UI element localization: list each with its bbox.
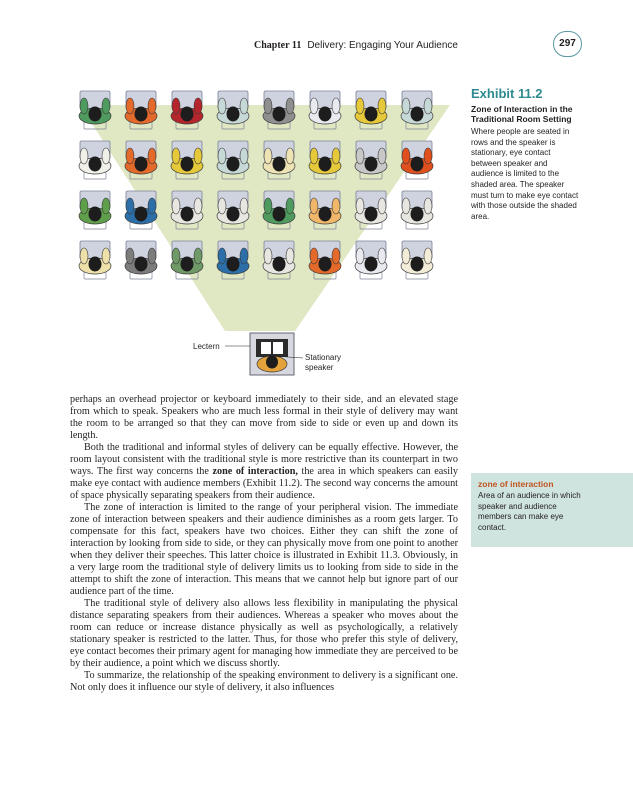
lectern [250, 333, 294, 375]
audience-member [355, 91, 387, 129]
paragraph-1: perhaps an overhead projector or keyboard immediately to their side, and an elevated stage from which to speak. Speakers who are much less formal in their style of delivery may want the room to be arranged so that they can move from side to side or even up and down its length. [70, 394, 458, 441]
exhibit-number: Exhibit 11.2 [471, 86, 543, 101]
audience-member [125, 91, 157, 129]
lectern-label: Lectern [193, 342, 220, 351]
audience-member [401, 91, 433, 129]
audience-member [309, 191, 341, 229]
audience-member [401, 141, 433, 179]
glossary-sidebar [471, 473, 633, 547]
exhibit-description: Where people are seated in rows and the speaker is stationary, eye contact between speaker and audience is limited to the shaded area. The speaker must turn to make eye contact with those outside the shaded area. [471, 127, 579, 221]
glossary-definition: Area of an audience in which speaker and audience members can make eye contact. [478, 491, 581, 532]
audience-member [217, 91, 249, 129]
audience-member [355, 241, 387, 279]
paragraph-2 [70, 442, 458, 502]
audience-member [217, 241, 249, 279]
audience-member [171, 141, 203, 179]
audience-member [355, 141, 387, 179]
audience-member [171, 191, 203, 229]
audience-member [263, 191, 295, 229]
chapter-label: Chapter 11 [254, 40, 302, 51]
audience-member [171, 91, 203, 129]
paragraph-3: The zone of interaction is limited to the range of your peripheral vision. The immediate zone of interaction between speakers and their audience diminishes as a room gets larger. To compensate for this fact, speakers have two choices. Either they can shift the zone of interaction by looking from side to side, or they can physically move from one point to another when they deliver their speeches. This latter choice is illustrated in Exhibit 11.3. Obviously, in a very large room the traditional style of delivery limits us to looking from side to side in the attempt to shift the zone of interaction. This means that we cannot help but ignore part of our audience part of the time. [70, 502, 458, 597]
audience-member [79, 241, 111, 279]
key-term-zone-of-interaction: zone of interaction, [212, 466, 298, 477]
page-number: 297 [553, 31, 582, 57]
audience-member [125, 241, 157, 279]
audience-member [125, 141, 157, 179]
paragraph-2-start: Both the traditional and informal styles of delivery can be equally effective. However, the room layout consistent with the traditional style is more restrictive than its counterpart in two ways. The first way concerns the [70, 442, 458, 477]
glossary-term: zone of interaction [478, 479, 554, 489]
stationary-speaker-label: Stationary speaker [305, 353, 342, 372]
audience-member [309, 141, 341, 179]
audience-member [217, 141, 249, 179]
audience-member [401, 191, 433, 229]
audience-member [263, 91, 295, 129]
paragraph-5: To summarize, the relationship of the speaking environment to delivery is a significant one. Not only does it influence our style of delivery, it also influences [70, 670, 458, 693]
audience-member [79, 91, 111, 129]
audience-member [355, 191, 387, 229]
classroom-diagram [70, 85, 460, 385]
chapter-title: Delivery: Engaging Your Audience [307, 40, 458, 51]
audience-member [309, 91, 341, 129]
audience-member [401, 241, 433, 279]
audience-member [263, 241, 295, 279]
seating-illustration [70, 85, 460, 385]
audience-member [79, 191, 111, 229]
exhibit-title: Zone of Interaction in the Traditional Room Setting [471, 104, 573, 124]
audience-member [171, 241, 203, 279]
audience-member [309, 241, 341, 279]
audience-member [79, 141, 111, 179]
paragraph-4: The traditional style of delivery also allows less flexibility in manipulating the physical distance separating speakers from their audiences. Whereas a speaker who moves about the room can reduce or increase distance physically as well as psychologically, a relatively stationary speaker is restricted to the latter. Thus, for those who prefer this style of delivery, eye contact becomes their primary agent for managing how immediate they are perceived to be by their audience, a point which we discuss shortly. [70, 598, 458, 669]
audience-member [263, 141, 295, 179]
stationary-speaker-figure [257, 356, 287, 373]
paragraph-2-end: the area in which speakers can easily make eye contact with audience members (Exhibit 11.2). The second way concerns the amount of space physically separating speakers from their audience. [70, 466, 459, 501]
audience-member [125, 191, 157, 229]
body-text [70, 394, 458, 694]
audience-member [217, 191, 249, 229]
exhibit-caption [471, 86, 581, 222]
running-head [0, 40, 458, 51]
